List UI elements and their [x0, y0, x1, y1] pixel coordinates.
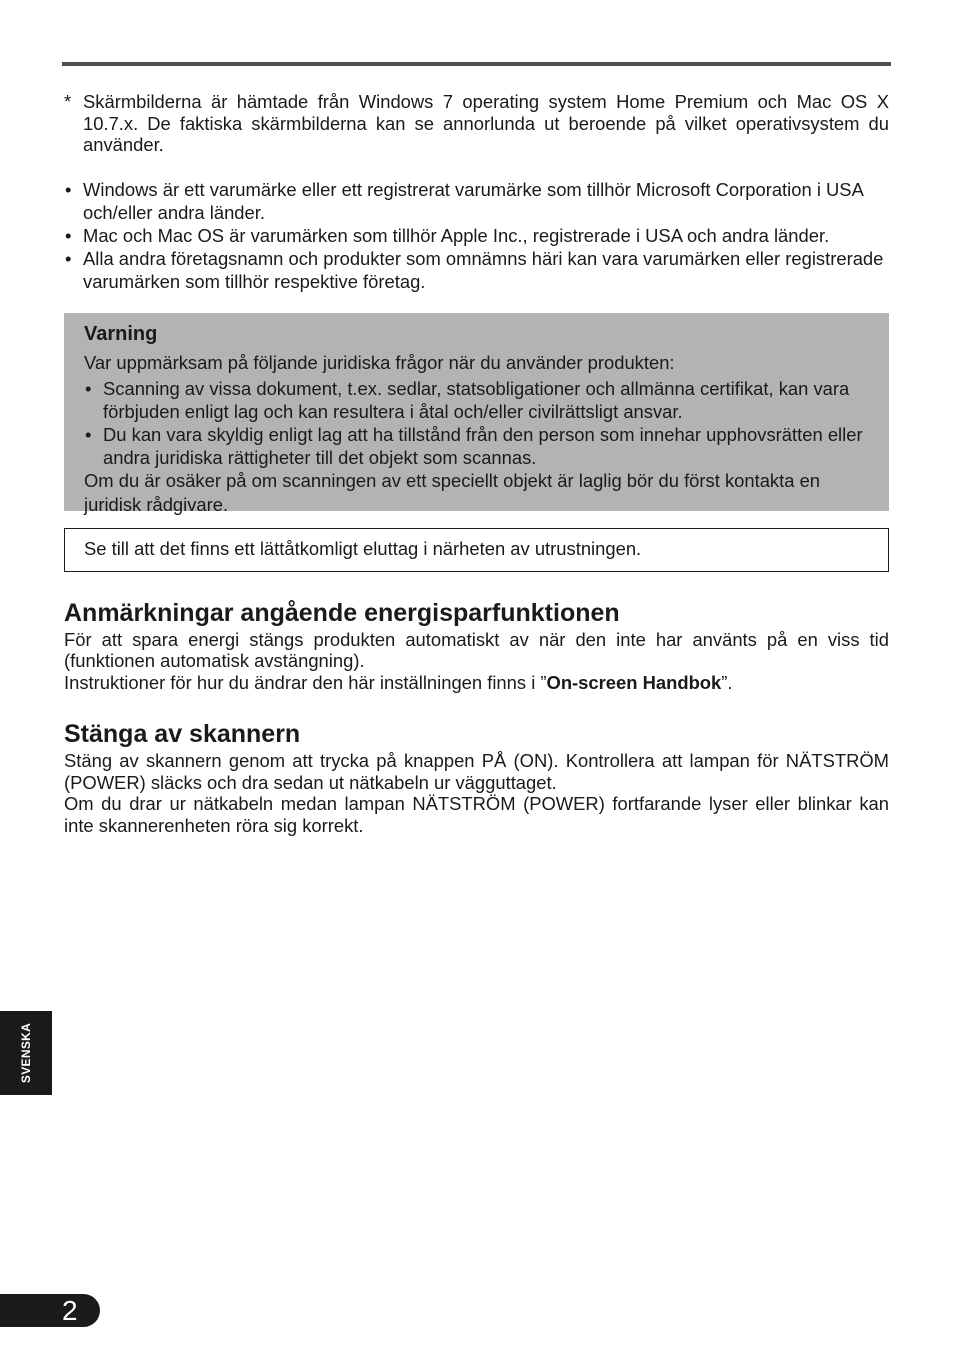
language-side-tab [0, 1011, 52, 1095]
warning-list [84, 377, 869, 469]
screenshot-note-text: Skärmbilderna är hämtade från Windows 7 operating system Home Premium och Mac OS X 10.7.x. De faktiska skärmbilderna kan se annorlunda ut beroende på vilket operativsystem du använder. [83, 91, 889, 155]
page-number-badge [0, 1294, 100, 1327]
handbook-reference: On-screen Handbok [546, 671, 722, 693]
warning-title: Varning [84, 322, 158, 345]
shutdown-para-2: Om du drar ur nätkabeln medan lampan NÄTSTRÖM (POWER) fortfarande lyser eller blinkar kan inte skannerenheten röra sig korrekt. [64, 793, 889, 836]
warning-intro: Var uppmärksam på följande juridiska frågor när du använder produkten: [84, 351, 675, 373]
energy-para-2 [64, 672, 889, 694]
energy-para-2-suffix: ”. [721, 671, 733, 693]
trademark-item-others: • Alla andra företagsnamn och produkter som omnämns häri kan vara varumärken eller registrerade varumärken som tillhör respektive företag. [64, 247, 889, 293]
outlet-note-box [64, 528, 889, 572]
energy-heading: Anmärkningar angående energisparfunktionen [64, 598, 620, 627]
asterisk-mark: * [64, 91, 72, 112]
trademark-item-windows: • Windows är ett varumärke eller ett registrerat varumärke som tillhör Microsoft Corporation i USA och/eller andra länder. [64, 178, 889, 224]
energy-para-2-prefix: Instruktioner för hur du ändrar den här inställningen finns i ” [64, 671, 547, 693]
warning-closing: Om du är osäker på om scanningen av ett speciellt objekt är laglig bör du först kontakta en juridisk rådgivare. [84, 469, 821, 515]
top-rule [62, 62, 891, 66]
outlet-note-text: Se till att det finns ett lättåtkomligt eluttag i närheten av utrustningen. [84, 537, 642, 559]
trademark-item-mac: • Mac och Mac OS är varumärken som tillhör Apple Inc., registrerade i USA och andra länder. [64, 224, 889, 247]
page-content [64, 91, 889, 836]
page-number: 2 [62, 1295, 78, 1326]
energy-para-1: För att spara energi stängs produkten automatiskt av när den inte har använts på en viss tid (funktionen automatisk avstängning). [64, 628, 889, 671]
warning-box [64, 313, 889, 515]
shutdown-heading: Stänga av skannern [64, 720, 301, 748]
screenshot-note [64, 91, 889, 156]
warning-item-copyright: • Du kan vara skyldig enligt lag att ha tillstånd från den person som innehar upphovsrätten eller andra juridiska rättigheter till det objekt som scannas. [84, 423, 869, 469]
trademark-list [64, 178, 889, 293]
language-tab-label: SVENSKA [19, 1022, 33, 1084]
warning-item-scanning: • Scanning av vissa dokument, t.ex. sedlar, statsobligationer och allmänna certifikat, kan vara förbjuden enligt lag och kan resultera i åtal och/eller civilrättsligt ansvar. [84, 377, 869, 423]
shutdown-para-1: Stäng av skannern genom att trycka på knappen PÅ (ON). Kontrollera att lampan för NÄTSTRÖM (POWER) släcks och dra sedan ut nätkabeln ur vägguttaget. [64, 750, 889, 793]
